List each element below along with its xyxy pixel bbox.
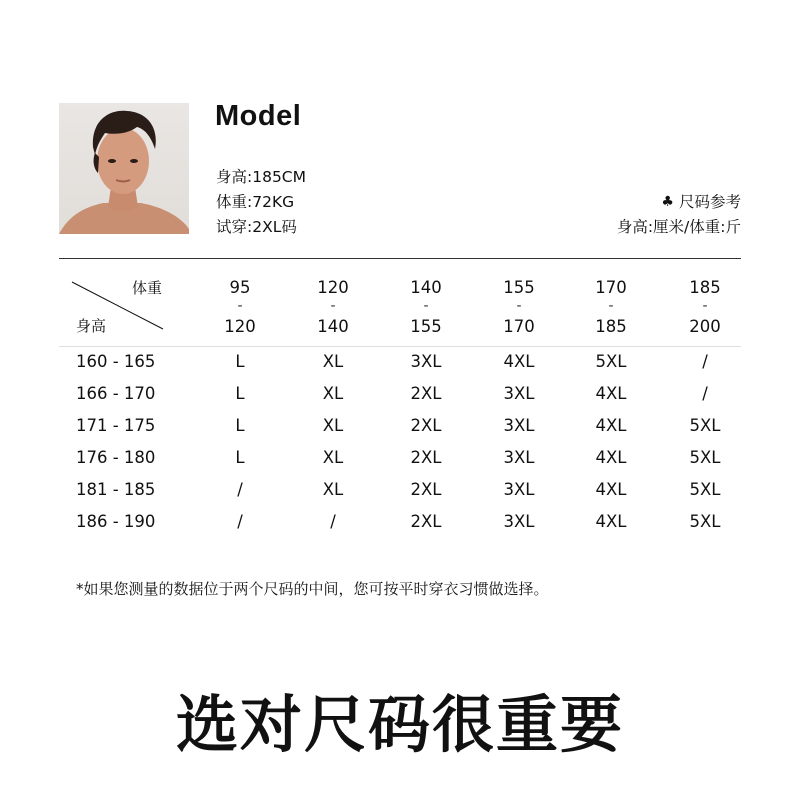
- size-reference-header: [617, 190, 741, 215]
- size-cell: L: [235, 448, 245, 467]
- size-cell: /: [702, 384, 708, 403]
- weight-range-from: 120: [317, 278, 349, 297]
- size-cell: 4XL: [595, 448, 627, 467]
- size-cell: 2XL: [410, 480, 442, 499]
- height-range: 186 - 190: [76, 512, 156, 531]
- weight-range-from: 155: [503, 278, 535, 297]
- weight-range-from: 140: [410, 278, 442, 297]
- corner-height-label: 身高: [76, 317, 107, 335]
- table-row: [0, 352, 800, 384]
- size-cell: 5XL: [689, 480, 721, 499]
- height-range: 166 - 170: [76, 384, 156, 403]
- size-reference-units: 身高:厘米/体重:斤: [616, 218, 741, 236]
- weight-column-header: [571, 278, 651, 336]
- size-cell: 4XL: [503, 352, 535, 371]
- size-cell: 4XL: [595, 384, 627, 403]
- height-range: 176 - 180: [76, 448, 156, 467]
- size-cell: 5XL: [689, 448, 721, 467]
- table-row: [0, 384, 800, 416]
- size-cell: 2XL: [410, 416, 442, 435]
- table-header-divider: [59, 346, 741, 347]
- table-row: [0, 416, 800, 448]
- size-cell: L: [235, 384, 245, 403]
- weight-range-from: 185: [689, 278, 721, 297]
- size-cell: 3XL: [503, 512, 535, 531]
- size-cell: 3XL: [410, 352, 442, 371]
- size-cell: L: [235, 352, 245, 371]
- weight-range-to: 120: [224, 317, 256, 336]
- size-reference: [617, 190, 741, 240]
- size-cell: XL: [322, 448, 344, 467]
- size-cell: 4XL: [595, 512, 627, 531]
- table-row: [0, 480, 800, 512]
- model-photo: [59, 103, 189, 234]
- weight-column-header: [200, 278, 280, 336]
- banner-title: 选对尺码很重要: [175, 688, 624, 761]
- table-corner-header: [59, 262, 179, 342]
- weight-range-separator: -: [237, 298, 243, 314]
- table-row: [0, 448, 800, 480]
- model-height: 身高:185CM: [216, 168, 307, 186]
- size-cell: 2XL: [410, 512, 442, 531]
- height-range: 171 - 175: [76, 416, 156, 435]
- weight-range-separator: -: [702, 298, 708, 314]
- size-cell: 3XL: [503, 416, 535, 435]
- weight-range-from: 170: [595, 278, 627, 297]
- size-cell: XL: [322, 480, 344, 499]
- size-cell: 5XL: [595, 352, 627, 371]
- weight-range-to: 170: [503, 317, 535, 336]
- weight-range-to: 200: [689, 317, 721, 336]
- size-cell: /: [237, 480, 243, 499]
- model-fit-size: 试穿:2XL码: [216, 218, 297, 236]
- table-top-divider: [59, 258, 741, 259]
- table-row: [0, 512, 800, 544]
- weight-range-separator: -: [330, 298, 336, 314]
- size-cell: 4XL: [595, 480, 627, 499]
- weight-range-separator: -: [423, 298, 429, 314]
- size-cell: XL: [322, 416, 344, 435]
- size-cell: /: [702, 352, 708, 371]
- size-cell: /: [237, 512, 243, 531]
- height-range: 181 - 185: [76, 480, 156, 499]
- weight-range-to: 155: [410, 317, 442, 336]
- weight-range-to: 140: [317, 317, 349, 336]
- weight-column-header: [665, 278, 745, 336]
- size-cell: XL: [322, 384, 344, 403]
- weight-column-header: [293, 278, 373, 336]
- size-cell: XL: [322, 352, 344, 371]
- size-cell: 2XL: [410, 448, 442, 467]
- club-icon: ♣: [661, 194, 674, 210]
- footnote: *如果您测量的数据位于两个尺码的中间，您可按平时穿衣习惯做选择。: [76, 580, 549, 598]
- model-weight: 体重:72KG: [216, 193, 295, 211]
- weight-column-header: [386, 278, 466, 336]
- size-cell: 2XL: [410, 384, 442, 403]
- weight-range-separator: -: [516, 298, 522, 314]
- weight-range-from: 95: [229, 278, 251, 297]
- size-cell: /: [330, 512, 336, 531]
- corner-weight-label: 体重: [132, 279, 163, 297]
- size-reference-label: 尺码参考: [678, 193, 741, 211]
- height-range: 160 - 165: [76, 352, 156, 371]
- size-cell: L: [235, 416, 245, 435]
- model-title: Model: [215, 100, 302, 132]
- weight-range-to: 185: [595, 317, 627, 336]
- size-cell: 5XL: [689, 512, 721, 531]
- model-info: [216, 165, 306, 240]
- weight-range-separator: -: [608, 298, 614, 314]
- size-cell: 3XL: [503, 384, 535, 403]
- size-cell: 5XL: [689, 416, 721, 435]
- weight-column-header: [479, 278, 559, 336]
- size-cell: 3XL: [503, 480, 535, 499]
- size-cell: 4XL: [595, 416, 627, 435]
- size-cell: 3XL: [503, 448, 535, 467]
